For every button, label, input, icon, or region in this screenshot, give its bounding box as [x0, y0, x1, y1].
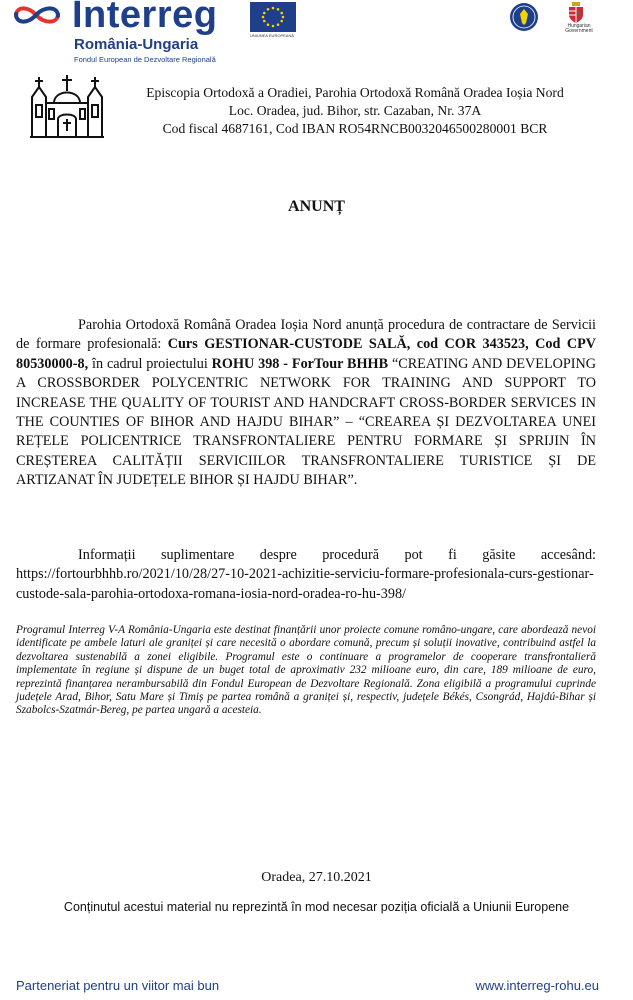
program-note: Programul Interreg V-A România-Ungaria este destinat finanțării unor proiecte comune româno-ungare, care abordează nevoi identificate pe ambele laturi ale graniței și care necesită o abordare comună, precum și soluții inovative, contribuind astfel la dezvoltarea sustenabilă a zonei eligibile. Programul este o continuare a programelor de cooperare transfrontalieră implementate în regiune și dispune de un buget total de aproximativ 232 milioane euro, din care, 189 milioane de euro, reprezintă finanțarea nerambursabilă din Fondul European de Dezvoltare Regională. Zona eligibilă a programului cuprinde județele Arad, Bihor, Satu Mare și Timiș pe partea română a graniței și, respectiv, județele Békés, Csongrád, Hajdú-Bihar și Szabolcs-Szatmár-Bereg, pe partea ungară a acesteia. — [16, 624, 596, 717]
page-title: ANUNȚ — [288, 198, 345, 215]
parish-address: Loc. Oradea, jud. Bihor, str. Cazaban, Nr. 37A — [228, 103, 482, 118]
brand-tagline: Fondul European de Dezvoltare Regională — [74, 55, 216, 64]
procedure-link[interactable]: https://fortourbhhb.ro/2021/10/28/27-10-2021-achizitie-serviciu-formare-profesionala-curs-gestionar-custode-sala-parohia-ortodoxa-romana-iosia-nord-oradea-ro-hu-398/ — [16, 566, 594, 602]
parish-name: Episcopia Ortodoxă a Oradiei, Parohia Ortodoxă Română Oradea Ioșia Nord — [146, 85, 564, 100]
more-info-paragraph: Informații suplimentare despre procedură pot fi găsite accesând: https://fortourbhhb.ro/2021/10/28/27-10-2021-achizitie-serviciu-formare-profesionala-curs-gestionar-custode-sala-parohia-ortodoxa-romana-iosia-nord-oradea-ro-hu-398/ — [16, 547, 596, 602]
footer-website-link[interactable]: www.interreg-rohu.eu — [475, 978, 599, 993]
announcement-paragraph: Parohia Ortodoxă Română Oradea Ioșia Nord anunță procedura de contractare de Servicii de formare profesională: Curs GESTIONAR-CUSTODE SALĂ, cod COR 343523, Cod CPV 80530000-8, în cadrul proiectului ROHU 398 - ForTour BHHB “CREATING AND DEVELOPING A CROSSBORDER POLYCENTRIC NETWORK FOR TRAINING AND SUPPORT TO INCREASE THE QUALITY OF TOURIST AND HANDCRAFT CROSS-BORDER SERVICES IN THE COUNTIES OF BIHOR AND HAJDU BIHAR” – “CREAREA ȘI DEZVOLTAREA UNEI REȚELE POLICENTRICE TRANSFRONTALIERE PENTRU FORMARE ȘI SPRIJIN ÎN CREȘTEREA CALITĂȚII SERVICIILOR TRANSFRONTALIERE TURISTICE ȘI DE ARTIZANAT ÎN JUDEȚELE BIHOR ȘI HAJDU BIHAR”. — [16, 317, 596, 489]
interreg-logo-icon — [12, 2, 62, 28]
project-code: ROHU 398 - ForTour BHHB — [211, 355, 389, 372]
parish-fiscal-code: Cod fiscal 4687161, Cod IBAN RO54RNCB0032046500280001 BCR — [162, 121, 548, 136]
romania-government-crest-icon — [507, 2, 541, 32]
eu-flag-icon — [250, 2, 296, 32]
hungary-government-crest-icon — [565, 2, 587, 24]
course-name: Curs GESTIONAR-CUSTODE SALĂ, cod COR 343523, Cod CPV 80530000-8, — [16, 336, 596, 372]
eu-caption: UNIUNEA EUROPEANĂ — [250, 33, 295, 38]
brand-subtitle: România-Ungaria — [74, 36, 199, 53]
parish-address-block — [115, 84, 595, 138]
footer-slogan: Parteneriat pentru un viitor mai bun — [16, 978, 220, 993]
church-icon — [30, 73, 104, 139]
eu-disclaimer: Conținutul acestui material nu reprezintă în mod necesar poziția oficială a Uniunii Europene — [63, 900, 570, 914]
place-date: Oradea, 27.10.2021 — [261, 870, 372, 885]
brand-word: Interreg — [72, 0, 218, 36]
hungary-government-caption: Hungarian Government — [565, 23, 593, 34]
